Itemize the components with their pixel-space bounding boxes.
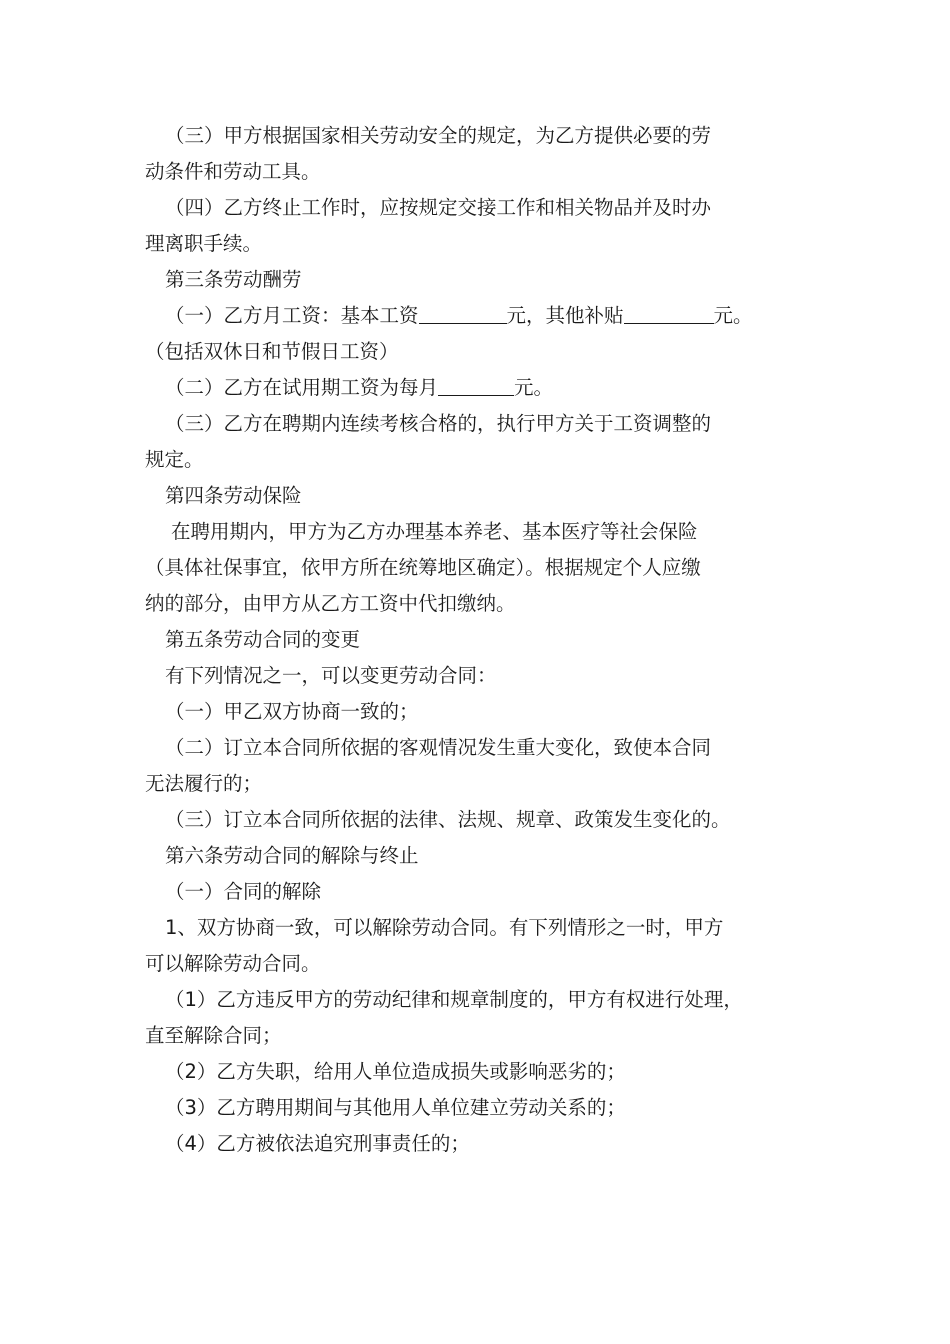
probation-wage-blank — [438, 373, 514, 396]
article-4-para-line-2: （具体社保事宜，依甲方所在统筹地区确定）。根据规定个人应缴 — [145, 556, 701, 579]
contract-text — [145, 118, 815, 1162]
article-4-para-line-1: 在聘用期内，甲方为乙方办理基本养老、基本医疗等社会保险 — [171, 520, 698, 543]
article-6-subitem-2: （2）乙方失职，给用人单位造成损失或影响恶劣的； — [165, 1060, 626, 1083]
article-4-para-line-3: 纳的部分，由甲方从乙方工资中代扣缴纳。 — [145, 592, 516, 615]
article-3-item-3-line-2: 规定。 — [145, 448, 204, 471]
wage-middle-text: 元，其他补贴 — [506, 304, 624, 327]
clause-2-item-3-line-2: 动条件和劳动工具。 — [145, 160, 321, 183]
article-6-point-1-line-2: 可以解除劳动合同。 — [145, 952, 321, 975]
clause-2-item-4-line-2: 理离职手续。 — [145, 232, 263, 255]
subsidy-blank — [624, 301, 714, 324]
wage-line — [145, 298, 815, 334]
article-6-section-1-heading: （一）合同的解除 — [165, 880, 322, 903]
article-5-item-2-line-2: 无法履行的； — [145, 772, 263, 795]
article-5-item-3: （三）订立本合同所依据的法律、法规、规章、政策发生变化的。 — [165, 808, 731, 831]
article-6-subitem-3: （3）乙方聘用期间与其他用人单位建立劳动关系的； — [165, 1096, 626, 1119]
article-6-heading: 第六条劳动合同的解除与终止 — [165, 844, 419, 867]
article-5-item-2-line-1: （二）订立本合同所依据的客观情况发生重大变化，致使本合同 — [165, 736, 712, 759]
article-4-heading: 第四条劳动保险 — [165, 484, 302, 507]
wage-end-text: 元。 — [713, 304, 753, 327]
article-6-subitem-4: （4）乙方被依法追究刑事责任的； — [165, 1132, 470, 1155]
probation-end-text: 元。 — [514, 376, 554, 399]
article-6-subitem-1-line-1: （1）乙方违反甲方的劳动纪律和规章制度的，甲方有权进行处理， — [165, 988, 743, 1011]
article-6-subitem-1-line-2: 直至解除合同； — [145, 1024, 282, 1047]
article-6-point-1-line-1: 1、双方协商一致，可以解除劳动合同。有下列情形之一时，甲方 — [165, 916, 724, 939]
probation-line — [145, 370, 815, 406]
article-5-intro: 有下列情况之一，可以变更劳动合同： — [165, 664, 497, 687]
wage-label: （一）乙方月工资：基本工资 — [165, 304, 419, 327]
clause-2-item-4-line-1: （四）乙方终止工作时，应按规定交接工作和相关物品并及时办 — [165, 196, 712, 219]
article-5-heading: 第五条劳动合同的变更 — [165, 628, 361, 651]
article-3-heading: 第三条劳动酬劳 — [165, 268, 302, 291]
article-5-item-1: （一）甲乙双方协商一致的； — [165, 700, 419, 723]
basic-wage-blank — [419, 301, 507, 324]
wage-note: （包括双休日和节假日工资） — [145, 340, 399, 363]
clause-2-item-3-line-1: （三）甲方根据国家相关劳动安全的规定，为乙方提供必要的劳 — [165, 124, 712, 147]
probation-label: （二）乙方在试用期工资为每月 — [165, 376, 439, 399]
article-3-item-3-line-1: （三）乙方在聘期内连续考核合格的，执行甲方关于工资调整的 — [165, 412, 712, 435]
